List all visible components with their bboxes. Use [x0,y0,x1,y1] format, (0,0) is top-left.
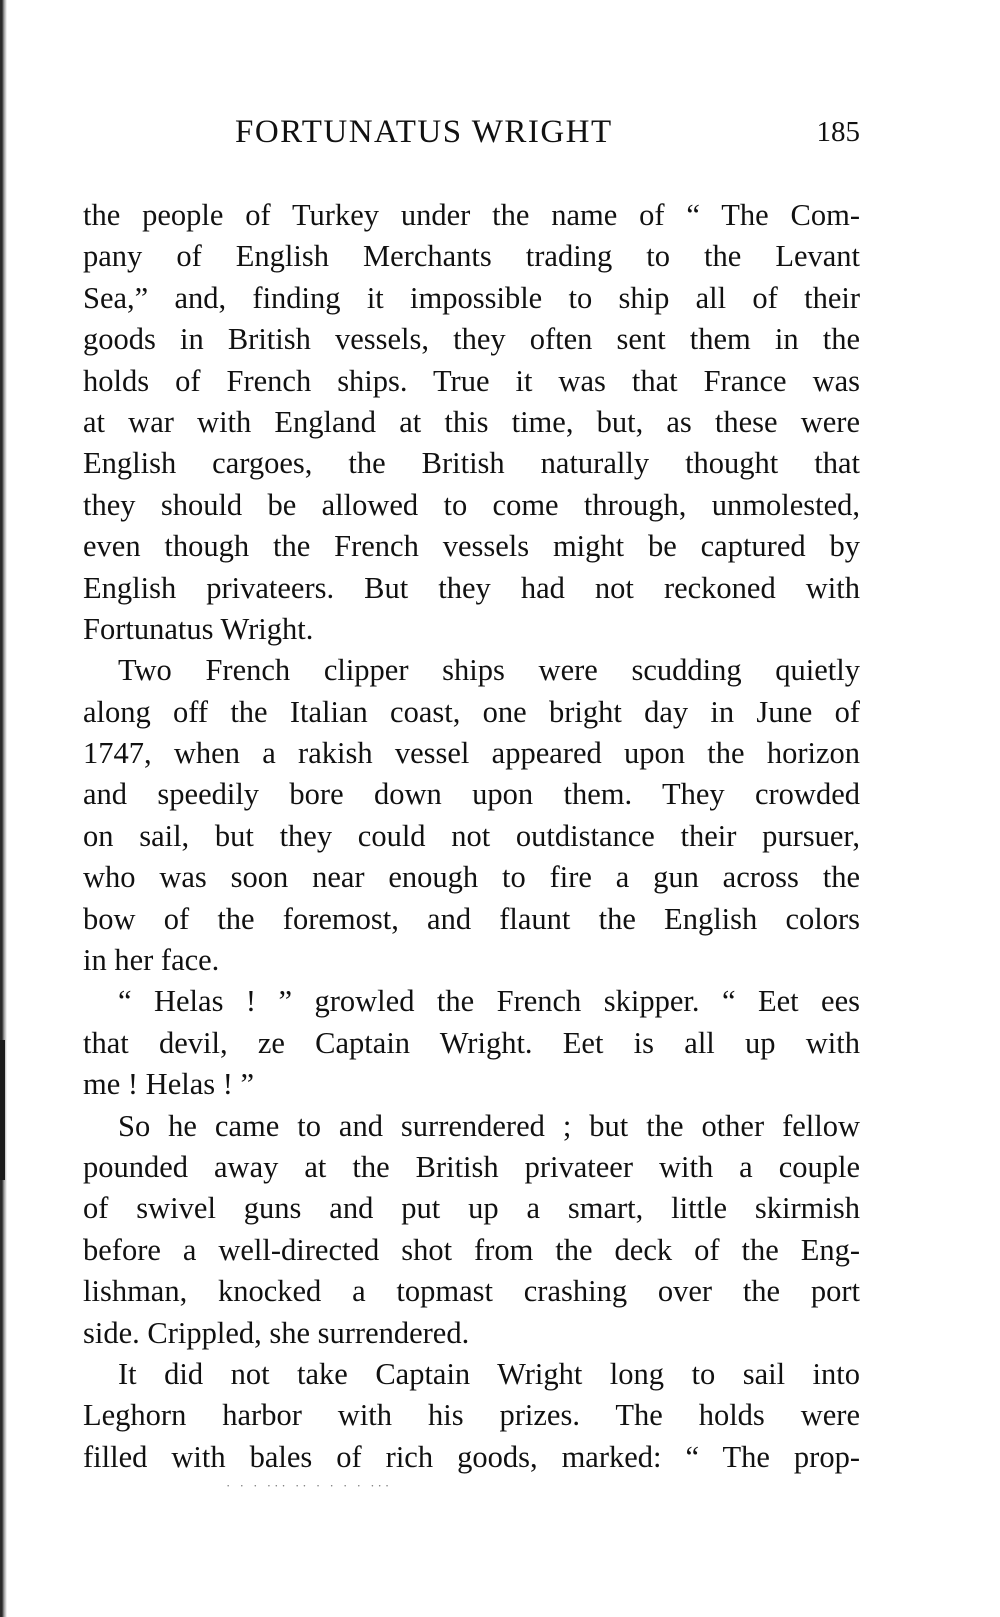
text-line: of swivel guns and put up a smart, little skirmish [83,1191,860,1226]
scan-edge-mark [0,1040,5,1180]
text-line: English privateers. But they had not reckoned with [83,570,860,605]
running-head [83,108,860,156]
text-line: that devil, ze Captain Wright. Eet is all up with [83,1025,860,1060]
text-line: and speedily bore down upon them. They crowded [83,777,860,812]
text-line: in her face. [83,943,220,978]
text-line: 1747, when a rakish vessel appeared upon the horizon [83,736,860,771]
text-line: filled with bales of rich goods, marked: “ The prop- [83,1439,860,1474]
text-line: at war with England at this time, but, as these were [83,404,860,439]
text-line: they should be allowed to come through, unmolested, [83,487,860,522]
text-line: before a well-directed shot from the deck of the Eng- [83,1232,860,1267]
text-line: on sail, but they could not outdistance their pursuer, [83,818,860,853]
text-line: me ! Helas ! ” [83,1067,255,1102]
text-line: along off the Italian coast, one bright day in June of [83,694,860,729]
text-line: “ Helas ! ” growled the French skipper. “ Eet ees [118,984,860,1019]
body-text [83,195,860,1478]
text-line: holds of French ships. True it was that France was [83,363,860,398]
text-line: Fortunatus Wright. [83,611,314,646]
text-line: Sea,” and, finding it impossible to ship all of their [83,280,860,315]
text-line: Two French clipper ships were scudding quietly [118,653,860,688]
running-title: FORTUNATUS WRIGHT [235,114,613,150]
scan-edge-shadow [0,0,7,1617]
text-line: Leghorn harbor with his prizes. The holds were [83,1398,860,1433]
text-line: side. Crippled, she surrendered. [83,1315,470,1350]
text-line: lishman, knocked a topmast crashing over the port [83,1274,860,1309]
text-line: English cargoes, the British naturally thought that [83,446,860,481]
text-line: goods in British vessels, they often sent them in the [83,322,860,357]
text-line: who was soon near enough to fire a gun across the [83,860,860,895]
text-line: even though the French vessels might be captured by [83,529,860,564]
text-line: So he came to and surrendered ; but the other fellow [118,1108,860,1143]
text-line: bow of the foremost, and flaunt the English colors [83,901,860,936]
signature-marks: · · · ··· ·· · · · · ··· [226,1478,393,1493]
text-line: the people of Turkey under the name of “ The Com- [83,198,860,232]
text-line: pany of English Merchants trading to the Levant [83,239,860,274]
text-line: pounded away at the British privateer with a couple [83,1149,860,1184]
text-line: It did not take Captain Wright long to sail into [118,1356,860,1391]
page-number: 185 [816,116,860,148]
